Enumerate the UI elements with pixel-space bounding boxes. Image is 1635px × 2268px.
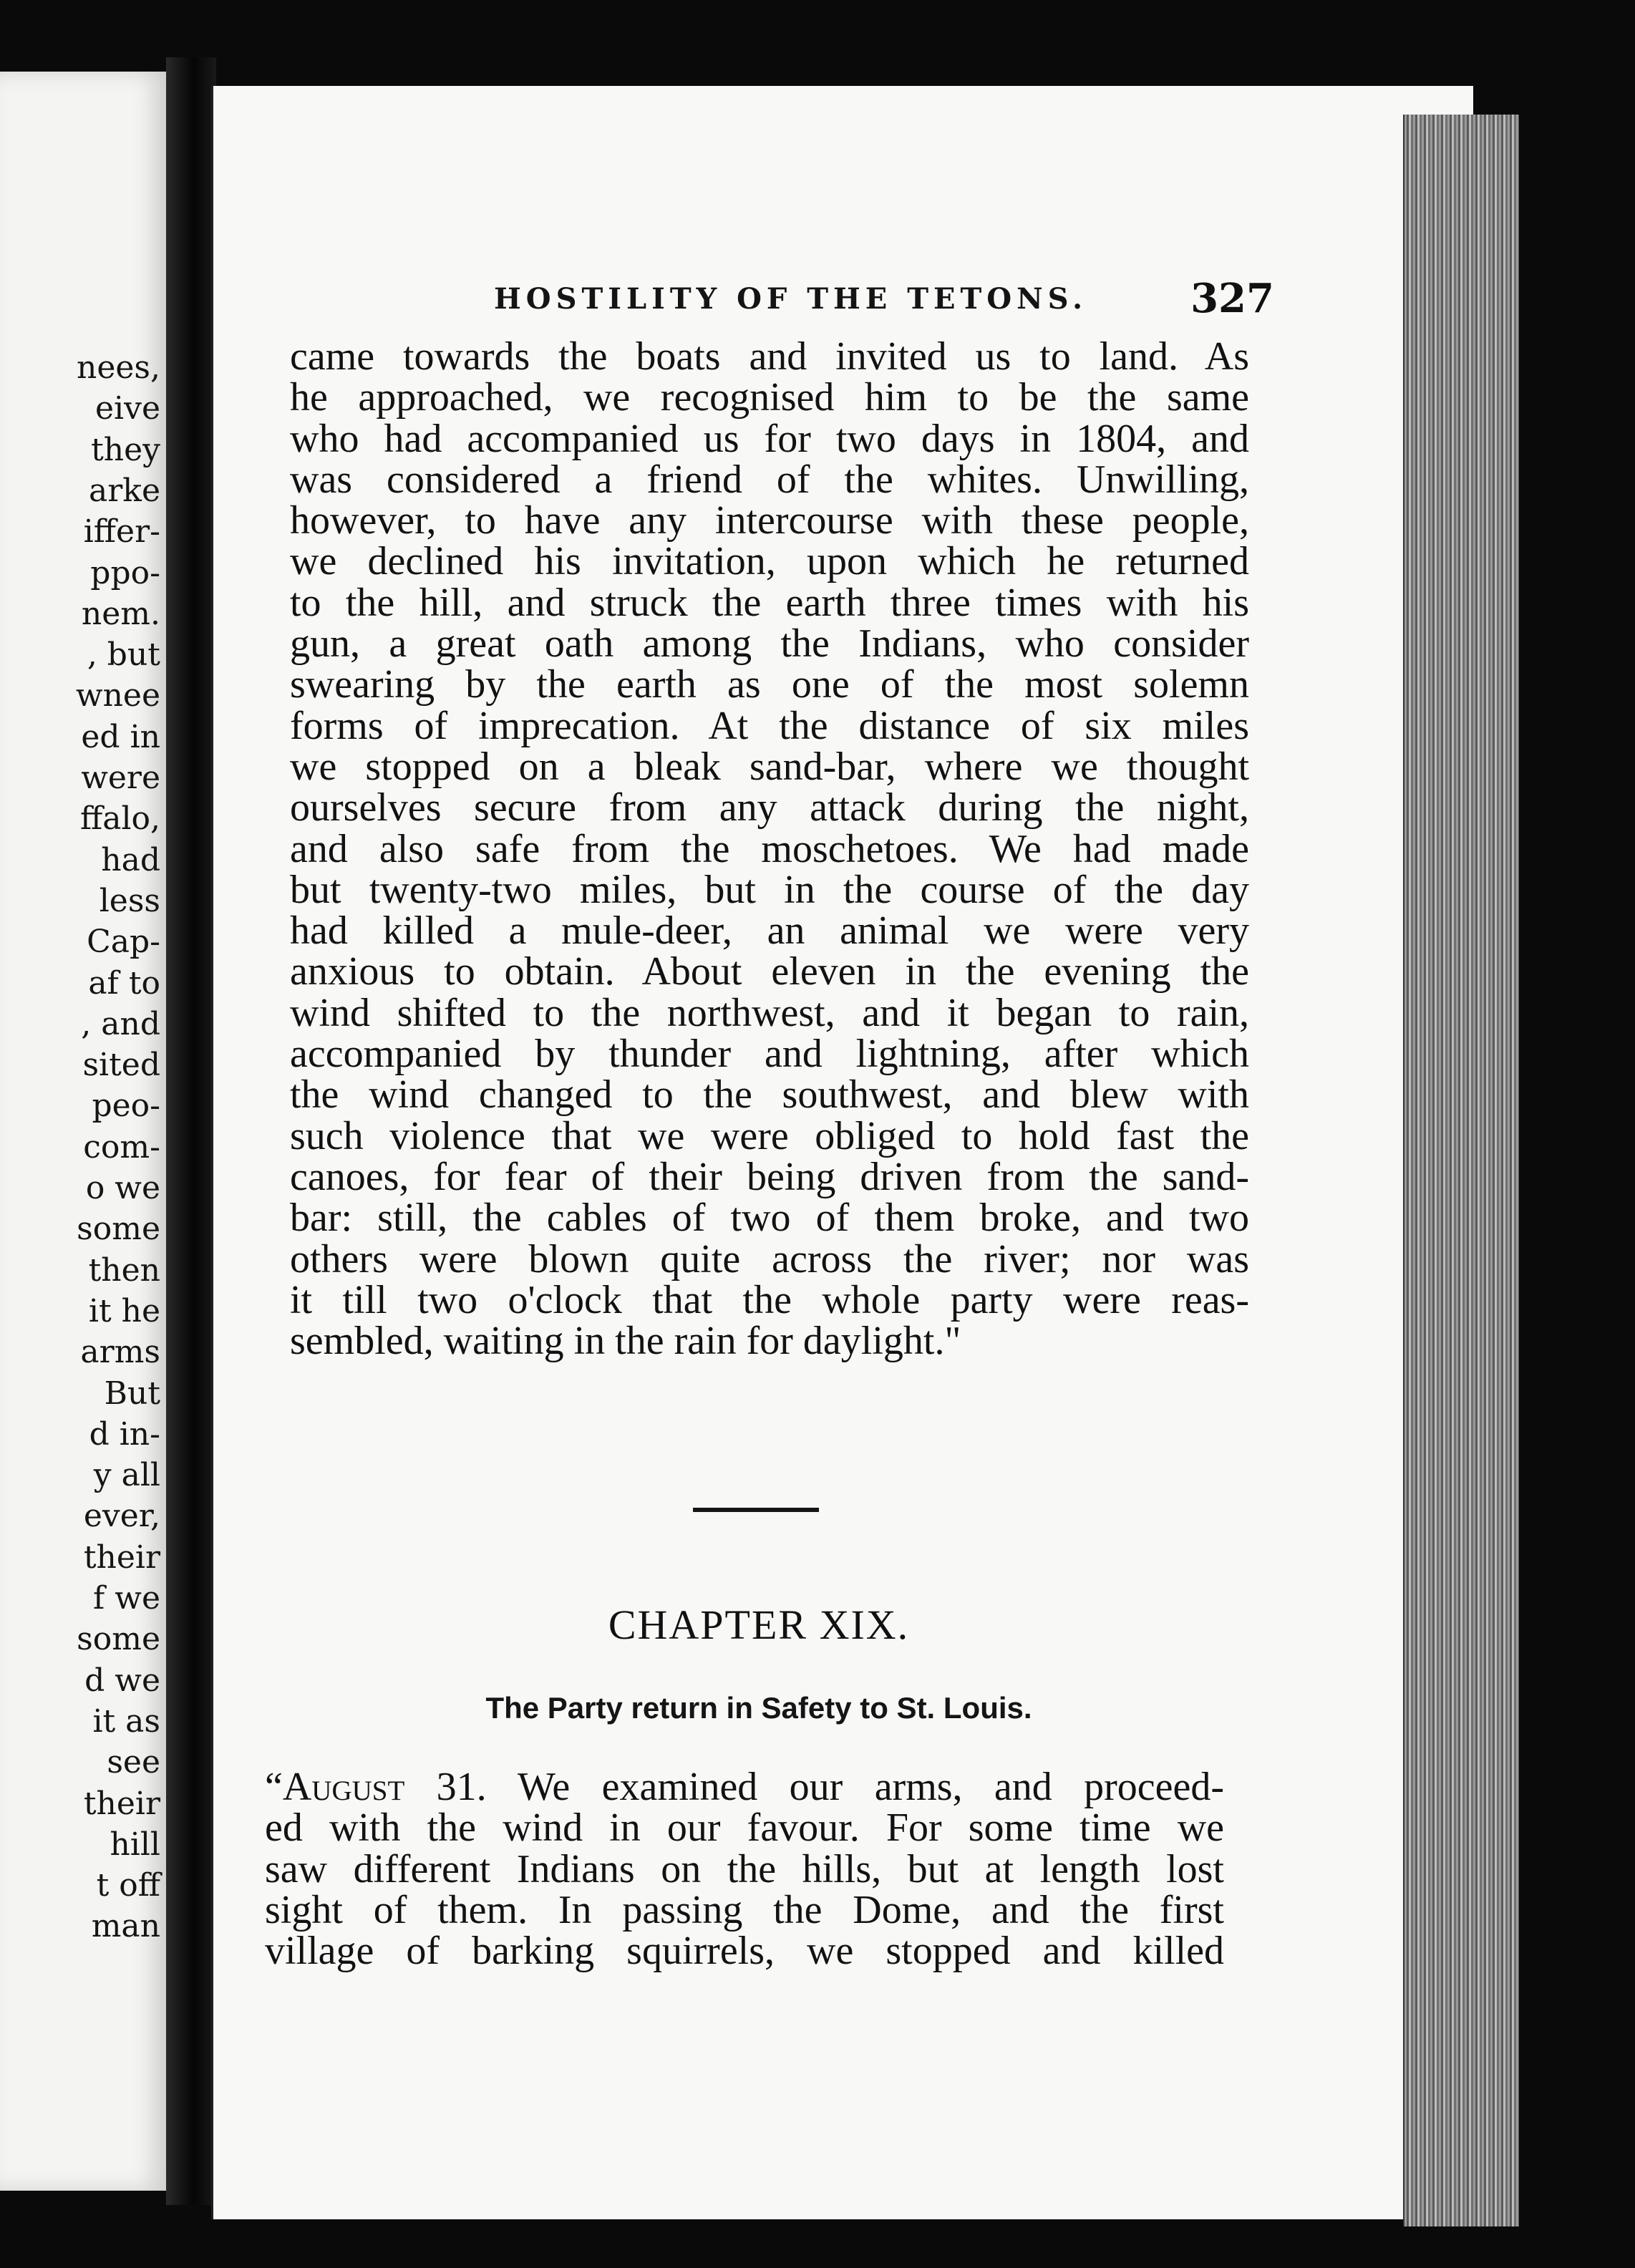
text-line: sembled, waiting in the rain for daylight." xyxy=(290,1319,961,1364)
facing-page-line: d we xyxy=(84,1662,160,1699)
facing-page-line: f we xyxy=(93,1580,160,1617)
text-line: ourselves secure from any attack during the night, xyxy=(290,785,1249,830)
text-line: swearing by the earth as one of the most solemn xyxy=(290,662,1249,707)
facing-page-fragment xyxy=(0,72,166,2191)
line-text: 31. We examined our arms, and proceed- xyxy=(404,1765,1224,1809)
facing-page-line: ever, xyxy=(83,1498,160,1535)
running-header xyxy=(494,275,1274,322)
facing-page-line: see xyxy=(107,1744,160,1781)
paragraph-chapter-start xyxy=(265,1767,1224,1972)
facing-page-line: eive xyxy=(94,390,160,427)
text-line: had killed a mule-deer, an animal we were very xyxy=(290,908,1249,954)
text-line: the wind changed to the southwest, and blew with xyxy=(290,1072,1249,1118)
text-line: it till two o'clock that the whole party were reas- xyxy=(290,1277,1249,1322)
facing-page-line: man xyxy=(91,1908,160,1945)
text-line: we declined his invitation, upon which he returned xyxy=(290,539,1249,584)
facing-page-line: some xyxy=(77,1621,160,1658)
text-line: bar: still, the cables of two of them broke, and two xyxy=(290,1196,1249,1241)
text-line: sight of them. In passing the Dome, and the first xyxy=(265,1887,1224,1932)
text-line: forms of imprecation. At the distance of six miles xyxy=(290,703,1249,748)
text-line: gun, a great oath among the Indians, who consider xyxy=(290,621,1249,667)
text-line: canoes, for fear of their being driven from the sand- xyxy=(290,1154,1249,1199)
text-line: others were blown quite across the river; nor was xyxy=(290,1236,1249,1281)
facing-page-line: But xyxy=(104,1375,160,1412)
text-line: such violence that we were obliged to hold fast the xyxy=(290,1113,1249,1158)
text-line: wind shifted to the northwest, and it began to rain, xyxy=(290,990,1249,1035)
facing-page-line: they xyxy=(91,431,160,468)
text-line: anxious to obtain. About eleven in the evening the xyxy=(290,949,1249,994)
text-line: but twenty-two miles, but in the course of the day xyxy=(290,867,1249,912)
text-line: who had accompanied us for two days in 1804, and xyxy=(290,416,1249,461)
facing-page-line: wnee xyxy=(75,677,160,714)
facing-page-line: hill xyxy=(110,1826,160,1863)
facing-page-line: com- xyxy=(83,1128,160,1166)
section-rule xyxy=(693,1508,819,1512)
facing-page-line: had xyxy=(101,841,160,878)
facing-page-line: , but xyxy=(87,636,160,674)
text-line: ed with the wind in our favour. For some time we xyxy=(265,1806,1224,1851)
running-title: HOSTILITY OF THE TETONS. xyxy=(494,282,1088,316)
text-line: came towards the boats and invited us to land. As xyxy=(290,334,1249,379)
facing-page-line: iffer- xyxy=(83,513,160,551)
facing-page-line: were xyxy=(81,760,160,796)
open-quote: “ xyxy=(265,1765,283,1809)
chapter-title: CHAPTER XIX. xyxy=(608,1601,910,1648)
paragraph-continued xyxy=(290,336,1249,1362)
page-edges xyxy=(1403,115,1519,2226)
facing-page-line: o we xyxy=(85,1170,160,1206)
facing-page-line: sited xyxy=(82,1047,160,1084)
facing-page-line: their xyxy=(83,1538,160,1576)
facing-page-line: Cap- xyxy=(87,924,160,961)
facing-page-line: nem. xyxy=(81,595,160,632)
facing-page-line: ppo- xyxy=(90,554,160,591)
facing-page-line: less xyxy=(99,882,160,919)
text-line: village of barking squirrels, we stopped and killed xyxy=(265,1929,1224,1974)
facing-page-line: some xyxy=(77,1211,160,1248)
facing-page-line: ed in xyxy=(81,718,160,755)
facing-page-line: d in- xyxy=(89,1415,160,1453)
text-line: however, to have any intercourse with these people, xyxy=(290,498,1249,543)
chapter-subtitle: The Party return in Safety to St. Louis. xyxy=(485,1691,1032,1725)
page-number: 327 xyxy=(1190,275,1274,322)
date-label: August xyxy=(282,1765,405,1809)
text-line xyxy=(265,1767,1224,1808)
text-line: was considered a friend of the whites. Unwilling, xyxy=(290,457,1249,502)
text-line: accompanied by thunder and lightning, after which xyxy=(290,1032,1249,1077)
text-line: he approached, we recognised him to be the same xyxy=(290,375,1249,420)
text-line: we stopped on a bleak sand-bar, where we thought xyxy=(290,744,1249,789)
facing-page-line: arms xyxy=(80,1334,160,1371)
text-line: saw different Indians on the hills, but at length lost xyxy=(265,1846,1224,1891)
facing-page-line: nees, xyxy=(77,349,160,386)
facing-page-line: then xyxy=(88,1251,160,1289)
facing-page-line: ffalo, xyxy=(79,800,160,838)
facing-page-line: it he xyxy=(88,1292,160,1329)
facing-page-line: y all xyxy=(93,1457,160,1494)
text-line: and also safe from the moschetoes. We had made xyxy=(290,826,1249,871)
facing-page-line: t off xyxy=(96,1867,160,1904)
facing-page-line: their xyxy=(83,1785,160,1822)
facing-page-line: arke xyxy=(89,472,160,509)
facing-page-line: af to xyxy=(88,964,160,1002)
facing-page-line: peo- xyxy=(92,1087,160,1125)
facing-page-line: it as xyxy=(92,1702,160,1740)
book-gutter xyxy=(166,57,216,2205)
text-line: to the hill, and struck the earth three times with his xyxy=(290,580,1249,625)
facing-page-line: , and xyxy=(81,1005,160,1042)
